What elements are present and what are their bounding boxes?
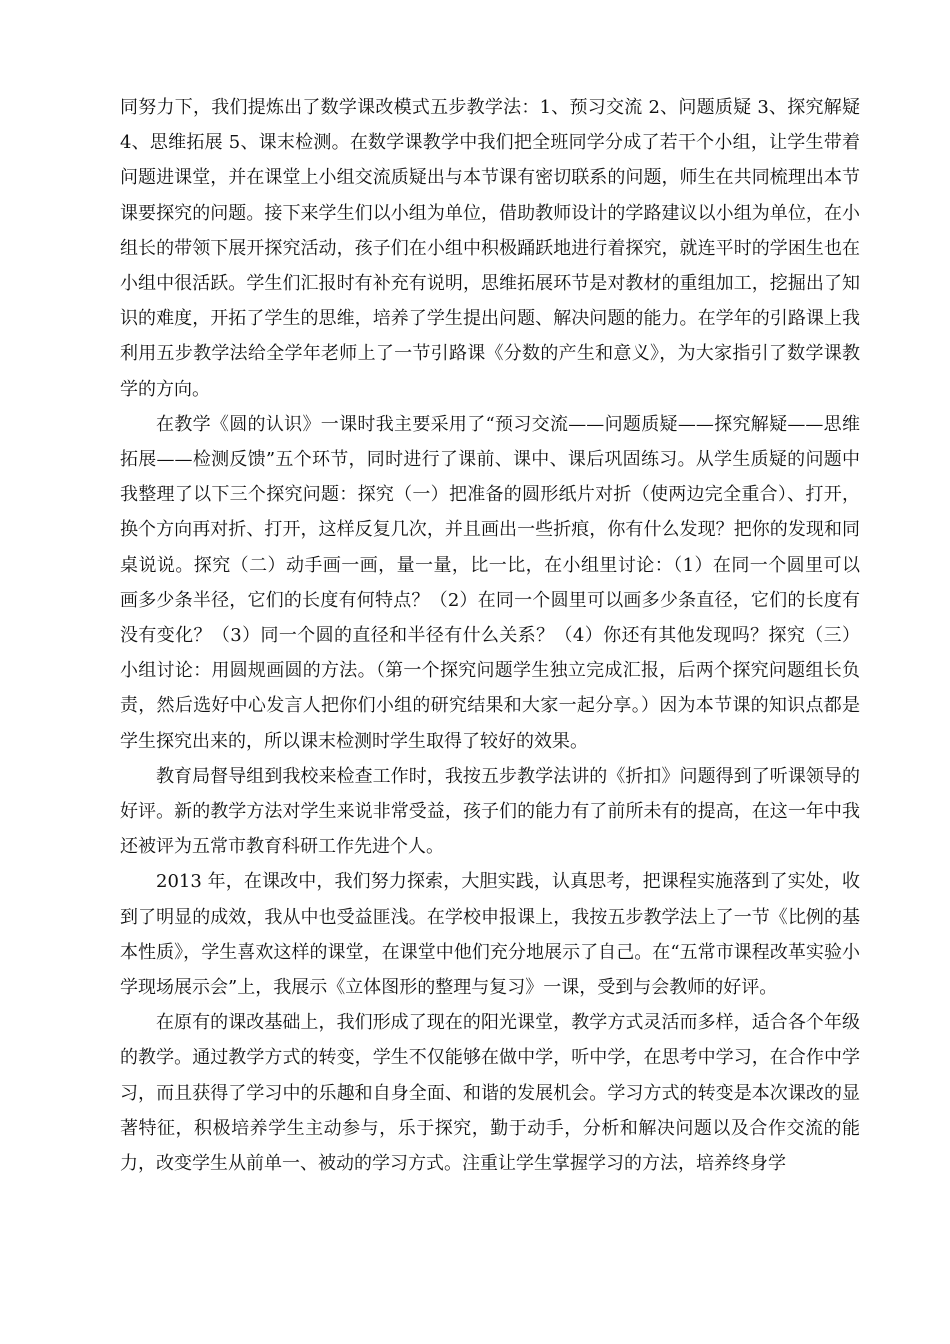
paragraph-1: 同努力下，我们提炼出了数学课改模式五步教学法：1、预习交流 2、问题质疑 3、探究解疑 4、思维拓展 5、课末检测。在数学课教学中我们把全班同学分成了若干个小组，让学生带着问题进课堂，并在课堂上小组交流质疑出与本节课有密切联系的问题，师生在共同梳理出本节课要探究的问题。接下来学生们以小组为单位，借助教师设计的学路建议以小组为单位，在小组长的带领下展开探究活动，孩子们在小组中积极踊跃地进行着探究，就连平时的学困生也在小组中很活跃。学生们汇报时有补充有说明，思维拓展环节是对教材的重组加工，挖掘出了知识的难度，开拓了学生的思维，培养了学生提出问题、解决问题的能力。在学年的引路课上我利用五步教学法给全学年老师上了一节引路课《分数的产生和意义》，为大家指引了数学课教学的方向。 bbox=[120, 97, 860, 400]
paragraph-5: 在原有的课改基础上，我们形成了现在的阳光课堂，教学方式灵活而多样，适合各个年级的教学。通过教学方式的转变，学生不仅能够在做中学，听中学，在思考中学习，在合作中学习，而且获得了学习中的乐趣和自身全面、和谐的发展机会。学习方式的转变是本次课改的显著特征，积极培养学生主动参与，乐于探究，勤于动手，分析和解决问题以及合作交流的能力，改变学生从前单一、被动的学习方式。注重让学生掌握学习的方法，培养终身学 bbox=[120, 1012, 860, 1175]
paragraph-3: 教育局督导组到我校来检查工作时，我按五步教学法讲的《折扣》问题得到了听课领导的好评。新的教学方法对学生来说非常受益，孩子们的能力有了前所未有的提高，在这一年中我还被评为五常市教育科研工作先进个人。 bbox=[120, 765, 860, 858]
paragraph-2: 在教学《圆的认识》一课时我主要采用了“预习交流——问题质疑——探究解疑——思维拓展——检测反馈”五个环节，同时进行了课前、课中、课后巩固练习。从学生质疑的问题中我整理了以下三个探究问题：探究（一）把准备的圆形纸片对折（使两边完全重合）、打开，换个方向再对折、打开，这样反复几次，并且画出一些折痕，你有什么发现？把你的发现和同桌说说。探究（二）动手画一画，量一量，比一比，在小组里讨论：（1）在同一个圆里可以画多少条半径，它们的长度有何特点？（2）在同一个圆里可以画多少条直径，它们的长度有没有变化？（3）同一个圆的直径和半径有什么关系？（4）你还有其他发现吗？探究（三）小组讨论：用圆规画圆的方法。（第一个探究问题学生独立完成汇报，后两个探究问题组长负责，然后选好中心发言人把你们小组的研究结果和大家一起分享。）因为本节课的知识点都是学生探究出来的，所以课末检测时学生取得了较好的效果。 bbox=[120, 413, 860, 752]
document-body bbox=[120, 90, 860, 1181]
paragraph-4: 2013 年，在课改中，我们努力探索，大胆实践，认真思考，把课程实施落到了实处，收到了明显的成效，我从中也受益匪浅。在学校申报课上，我按五步教学法上了一节《比例的基本性质》，学生喜欢这样的课堂，在课堂中他们充分地展示了自己。在“五常市课程改革实验小学现场展示会”上，我展示《立体图形的整理与复习》一课，受到与会教师的好评。 bbox=[120, 871, 860, 999]
